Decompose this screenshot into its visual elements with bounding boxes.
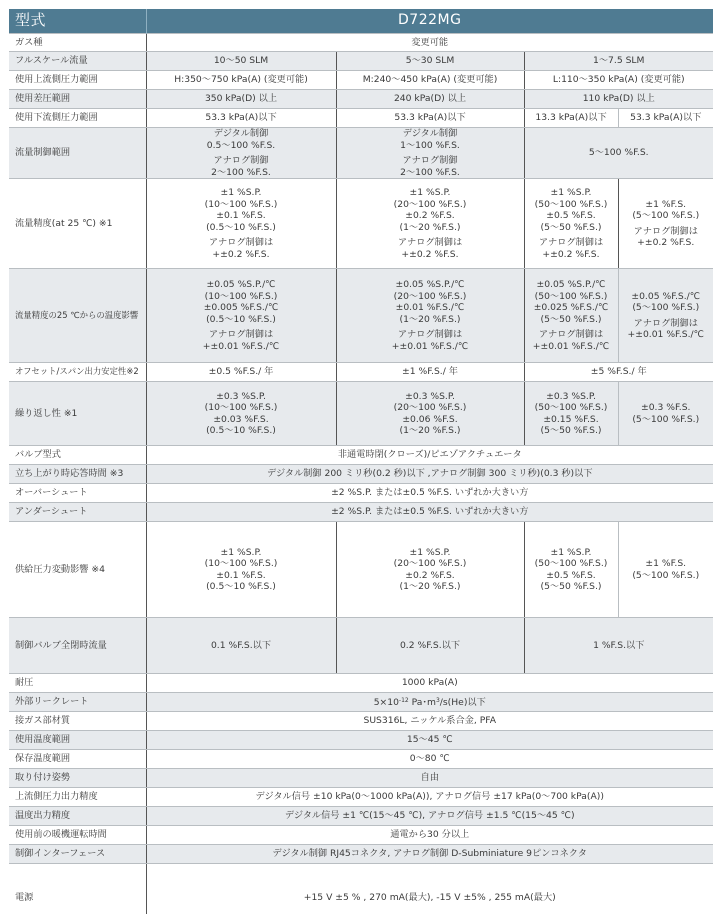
row-label: 外部リークレート: [9, 693, 146, 712]
line: ±0.5 %F.S.: [546, 210, 596, 221]
row-label: 繰り返し性 ※1: [9, 382, 146, 446]
line: デジタル制御: [402, 128, 458, 139]
line: ±0.05 %S.P./℃: [206, 279, 276, 290]
row-leak: [9, 693, 713, 712]
line: ±1 %F.S.: [645, 198, 687, 210]
row-label: オフセット/スパン出力安定性※2: [9, 363, 146, 382]
cell-h: [146, 179, 336, 269]
row-label: 制御インターフェース: [9, 845, 146, 864]
row-label: 取り付け姿勢: [9, 769, 146, 788]
line: +±0.01 %F.S./℃: [391, 340, 469, 352]
cell-m: 53.3 kPa(A)以下: [336, 109, 524, 128]
line: アナログ制御は: [538, 329, 604, 340]
cell-l-a: [524, 269, 618, 363]
line: +±0.01 %F.S./℃: [627, 329, 704, 340]
cell-h: ±0.5 %F.S./ 年: [146, 363, 336, 382]
row-material: [9, 712, 713, 731]
row-label: アンダーシュート: [9, 503, 146, 522]
row-label: 流量制御範囲: [9, 128, 146, 179]
line: ±1 %S.P.: [220, 187, 262, 198]
cell-m: M:240～450 kPa(A) (変更可能): [336, 71, 524, 90]
line: (50～100 %F.S.): [534, 290, 608, 302]
row-value: デジタル信号 ±1 ℃(15～45 ℃), アナログ信号 ±1.5 ℃(15～45 ℃): [146, 807, 713, 826]
line: (0.5～10 %F.S.): [206, 425, 276, 436]
line: (50～100 %F.S.): [534, 558, 608, 569]
line: ±0.3 %S.P.: [405, 390, 455, 402]
cell-h: 0.1 %F.S.以下: [146, 618, 336, 674]
line: (5～50 %F.S.): [540, 425, 602, 436]
row-temp-effect: [9, 269, 713, 363]
row-downstream: [9, 109, 713, 128]
row-rise: [9, 465, 713, 484]
line: ±1 %S.P.: [220, 546, 262, 558]
line: ±0.3 %S.P.: [216, 390, 266, 402]
line: +±0.2 %F.S.: [637, 237, 695, 248]
line: ±0.3 %F.S.: [641, 402, 691, 413]
row-value: ±2 %S.P. または±0.5 %F.S. いずれか大きい方: [146, 503, 713, 522]
line: アナログ制御は: [633, 317, 698, 329]
cell-m: [336, 179, 524, 269]
line: ±0.06 %F.S.: [402, 413, 458, 425]
cell-h: 350 kPa(D) 以上: [146, 90, 336, 109]
row-label: 流量精度の25 ℃からの温度影響: [9, 269, 146, 363]
text: /s(He)以下: [439, 697, 486, 709]
line: アナログ制御は: [397, 329, 463, 340]
line: アナログ制御: [213, 155, 269, 166]
line: ±1 %F.S.: [645, 558, 687, 569]
row-undershoot: [9, 503, 713, 522]
row-value: デジタル制御 200 ミリ秒(0.2 秒)以下 ,アナログ制御 300 ミリ秒)(0.3 秒)以下: [146, 465, 713, 484]
line: (20～100 %F.S.): [393, 198, 467, 210]
line: +±0.01 %F.S./℃: [532, 340, 610, 352]
cell-h: [146, 382, 336, 446]
row-label: 温度出力精度: [9, 807, 146, 826]
row-label: ガス種: [9, 34, 146, 52]
line: デジタル制御: [213, 128, 269, 139]
row-overshoot: [9, 484, 713, 503]
cell-h: H:350～750 kPa(A) (変更可能): [146, 71, 336, 90]
row-diff: [9, 90, 713, 109]
line: (5～50 %F.S.): [540, 221, 602, 233]
row-value: +15 V ±5 % , 270 mA(最大), -15 V ±5% , 255 mA(最大): [146, 864, 713, 914]
spec-table: [9, 9, 713, 914]
cell-m: [336, 522, 524, 618]
cell-l-b: [618, 179, 713, 269]
header-row: [9, 9, 713, 34]
line: ±0.05 %S.P./℃: [395, 279, 465, 290]
line: +±0.01 %F.S./℃: [202, 340, 280, 352]
line: ±1 %S.P.: [409, 546, 451, 558]
line: (50～100 %F.S.): [534, 402, 608, 413]
line: (10～100 %F.S.): [204, 290, 278, 302]
row-value: デジタル信号 ±10 kPa(0～1000 kPa(A)), アナログ信号 ±17 kPa(0～700 kPa(A)): [146, 788, 713, 807]
row-label: 流量精度(at 25 ℃) ※1: [9, 179, 146, 269]
row-value: 通電から30 分以上: [146, 826, 713, 845]
row-label: 保存温度範囲: [9, 750, 146, 769]
cell-h: [146, 522, 336, 618]
cell-l-b: 53.3 kPa(A)以下: [618, 109, 713, 128]
line: +±0.2 %F.S.: [542, 248, 600, 260]
line: (10～100 %F.S.): [204, 558, 278, 569]
row-proof: [9, 674, 713, 693]
row-power: [9, 864, 713, 914]
row-temp-output: [9, 807, 713, 826]
line: ±0.05 %S.P./℃: [536, 279, 606, 290]
line: ±0.5 %F.S.: [546, 569, 596, 581]
cell-l-a: [524, 179, 618, 269]
line: アナログ制御: [402, 155, 458, 166]
row-label: 耐圧: [9, 674, 146, 693]
cell-l: 5～100 %F.S.: [524, 128, 713, 179]
row-supply: [9, 522, 713, 618]
line: (1～20 %F.S.): [399, 581, 461, 592]
cell-l: 1～7.5 SLM: [524, 52, 713, 71]
line: (20～100 %F.S.): [393, 558, 467, 569]
row-interface: [9, 845, 713, 864]
line: ±0.01 %F.S./℃: [395, 302, 465, 313]
line: (5～100 %F.S.): [632, 302, 700, 313]
line: アナログ制御は: [208, 237, 274, 248]
line: ±1 %S.P.: [550, 546, 592, 558]
line: (5～50 %F.S.): [540, 313, 602, 325]
line: ±0.03 %F.S.: [213, 413, 269, 425]
line: ±0.2 %F.S.: [405, 210, 455, 221]
row-label: 供給圧力変動影響 ※4: [9, 522, 146, 618]
row-mount: [9, 769, 713, 788]
header-label: 型式: [9, 9, 146, 34]
line: (20～100 %F.S.): [393, 290, 467, 302]
line: (10～100 %F.S.): [204, 402, 278, 413]
line: (5～100 %F.S.): [632, 413, 700, 425]
row-closed-flow: [9, 618, 713, 674]
text: Pa･m: [408, 697, 436, 709]
line: ±0.15 %F.S.: [543, 413, 599, 425]
row-value: デジタル制御 RJ45コネクタ, アナログ制御 D-Subminiature 9ピンコネクタ: [146, 845, 713, 864]
line: ±1 %S.P.: [409, 187, 451, 198]
line: アナログ制御は: [208, 329, 274, 340]
line: (5～50 %F.S.): [540, 581, 602, 592]
line: ±1 %S.P.: [550, 187, 592, 198]
line: 2～100 %F.S.: [400, 166, 460, 178]
row-value: 非通電時閉(クローズ)/ピエゾアクチュエータ: [146, 446, 713, 465]
cell-h: [146, 128, 336, 179]
line: (20～100 %F.S.): [393, 402, 467, 413]
line: (1～20 %F.S.): [399, 313, 461, 325]
row-label: 制御バルブ全閉時流量: [9, 618, 146, 674]
row-label: 電源: [9, 864, 146, 914]
row-label: 立ち上がり時応答時間 ※3: [9, 465, 146, 484]
cell-m: 240 kPa(D) 以上: [336, 90, 524, 109]
line: ±0.1 %F.S.: [216, 569, 266, 581]
row-offset: [9, 363, 713, 382]
line: ±0.05 %F.S./℃: [631, 290, 701, 302]
row-label: 上流側圧力出力精度: [9, 788, 146, 807]
cell-l: ±5 %F.S./ 年: [524, 363, 713, 382]
cell-l-a: [524, 382, 618, 446]
line: アナログ制御は: [397, 237, 463, 248]
row-value: 1000 kPa(A): [146, 674, 713, 693]
model-name: D722MG: [146, 9, 713, 34]
line: (5～100 %F.S.): [632, 210, 700, 221]
row-upstream: [9, 71, 713, 90]
cell-l-b: [618, 269, 713, 363]
cell-l: 1 %F.S.以下: [524, 618, 713, 674]
exponent: -12: [398, 697, 409, 705]
row-valve: [9, 446, 713, 465]
row-store-temp: [9, 750, 713, 769]
row-value: 変更可能: [146, 34, 713, 52]
line: ±0.1 %F.S.: [216, 210, 266, 221]
line: アナログ制御は: [538, 237, 604, 248]
line: (1～20 %F.S.): [399, 221, 461, 233]
line: +±0.2 %F.S.: [212, 248, 270, 260]
row-label: 接ガス部材質: [9, 712, 146, 731]
line: ±0.005 %F.S./℃: [203, 302, 279, 313]
row-label: 使用上流側圧力範囲: [9, 71, 146, 90]
line: ±0.025 %F.S./℃: [533, 302, 609, 313]
exponent: 3: [435, 697, 440, 705]
line: +±0.2 %F.S.: [401, 248, 459, 260]
cell-l: L:110～350 kPa(A) (変更可能): [524, 71, 713, 90]
row-value: 自由: [146, 769, 713, 788]
row-label: フルスケール流量: [9, 52, 146, 71]
row-value: 0～80 ℃: [146, 750, 713, 769]
row-label: バルブ型式: [9, 446, 146, 465]
row-value: ±2 %S.P. または±0.5 %F.S. いずれか大きい方: [146, 484, 713, 503]
row-label: 使用温度範囲: [9, 731, 146, 750]
cell-m: [336, 382, 524, 446]
cell-m: [336, 269, 524, 363]
cell-m: 5～30 SLM: [336, 52, 524, 71]
line: (0.5～10 %F.S.): [206, 221, 276, 233]
cell-h: [146, 269, 336, 363]
cell-l-b: [618, 382, 713, 446]
line: 1～100 %F.S.: [400, 139, 460, 151]
row-upstream-output: [9, 788, 713, 807]
cell-l-a: 13.3 kPa(A)以下: [524, 109, 618, 128]
row-value: 15～45 ℃: [146, 731, 713, 750]
row-op-temp: [9, 731, 713, 750]
line: 0.5～100 %F.S.: [206, 139, 276, 151]
cell-h: 53.3 kPa(A)以下: [146, 109, 336, 128]
cell-m: [336, 128, 524, 179]
line: (0.5～10 %F.S.): [206, 581, 276, 592]
row-label: 使用差圧範囲: [9, 90, 146, 109]
cell-m: 0.2 %F.S.以下: [336, 618, 524, 674]
row-label: 使用前の暖機運転時間: [9, 826, 146, 845]
cell-l-b: [618, 522, 713, 618]
line: 2～100 %F.S.: [211, 166, 271, 178]
text: 5×10: [373, 697, 399, 709]
line: アナログ制御は: [633, 225, 698, 237]
row-gas: [9, 34, 713, 52]
row-accuracy: [9, 179, 713, 269]
cell-l-a: [524, 522, 618, 618]
row-label: オーバーシュート: [9, 484, 146, 503]
cell-h: 10～50 SLM: [146, 52, 336, 71]
line: (50～100 %F.S.): [534, 198, 608, 210]
line: (1～20 %F.S.): [399, 425, 461, 436]
line: ±0.2 %F.S.: [405, 569, 455, 581]
row-value: [146, 693, 713, 712]
line: (0.5～10 %F.S.): [206, 313, 276, 325]
line: ±0.3 %S.P.: [546, 390, 596, 402]
row-repeat: [9, 382, 713, 446]
row-value: SUS316L, ニッケル系合金, PFA: [146, 712, 713, 731]
line: (5～100 %F.S.): [632, 569, 700, 581]
line: (10～100 %F.S.): [204, 198, 278, 210]
cell-m: ±1 %F.S./ 年: [336, 363, 524, 382]
cell-l: 110 kPa(D) 以上: [524, 90, 713, 109]
row-warmup: [9, 826, 713, 845]
row-flow-range: [9, 128, 713, 179]
row-label: 使用下流側圧力範囲: [9, 109, 146, 128]
row-fullscale: [9, 52, 713, 71]
